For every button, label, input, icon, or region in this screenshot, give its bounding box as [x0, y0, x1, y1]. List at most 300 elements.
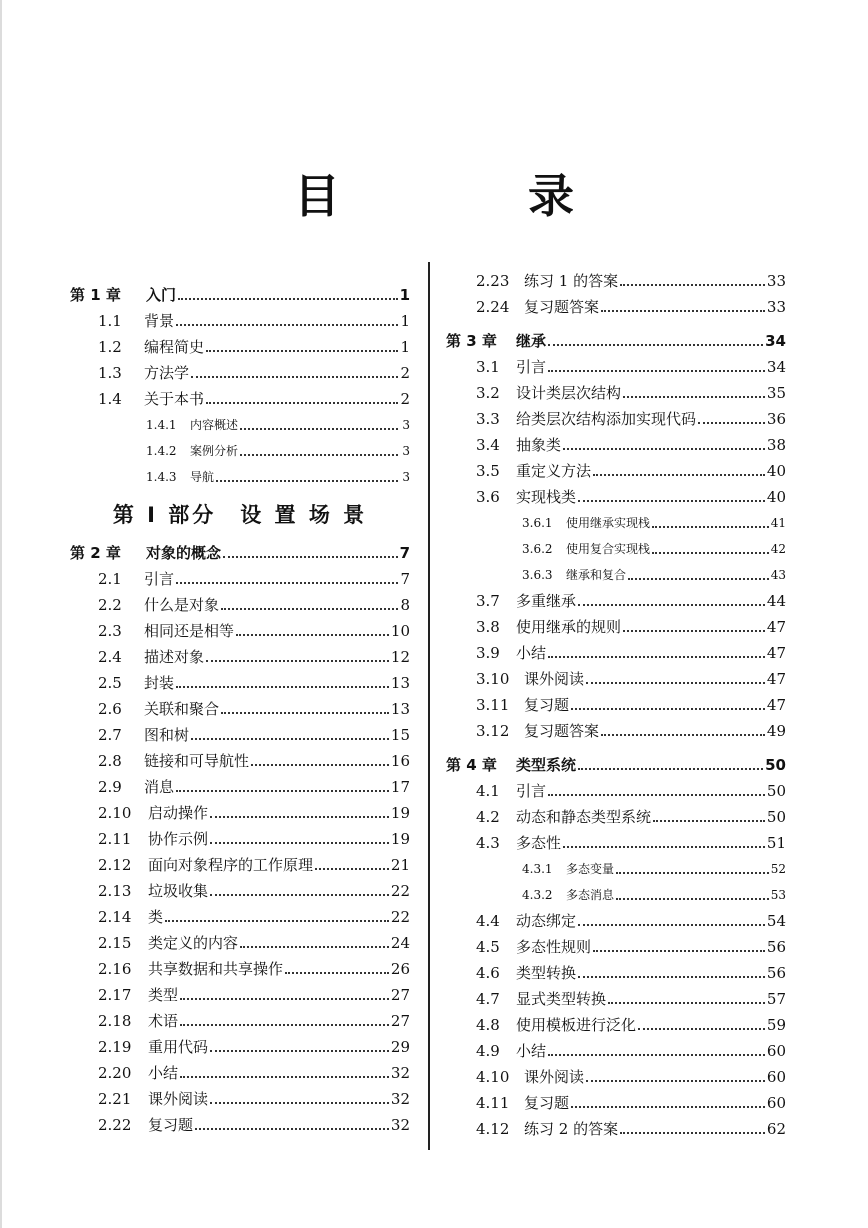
toc-entry-page: 62	[766, 1120, 786, 1138]
toc-entry-section[interactable]	[446, 354, 786, 380]
toc-entry-section[interactable]	[70, 826, 410, 852]
toc-entry-section[interactable]	[70, 852, 410, 878]
toc-entry-title: 消息	[144, 778, 175, 796]
toc-entry-title: 课外阅读	[524, 670, 585, 688]
dot-leader	[285, 972, 389, 974]
dot-leader	[176, 582, 398, 584]
toc-entry-page: 10	[390, 622, 410, 640]
spacer	[446, 320, 786, 328]
toc-entry-section[interactable]	[446, 640, 786, 666]
toc-entry-page: 56	[766, 964, 786, 982]
toc-entry-number: 3.10	[476, 670, 510, 688]
toc-entry-number: 2.5	[98, 674, 122, 692]
dot-leader	[623, 396, 765, 398]
toc-entry-number: 3.11	[476, 696, 510, 714]
toc-entry-subsection[interactable]	[446, 882, 786, 908]
toc-entry-section[interactable]	[446, 484, 786, 510]
toc-entry-section[interactable]	[446, 908, 786, 934]
toc-entry-page: 32	[390, 1090, 410, 1108]
toc-entry-title: 动态和静态类型系统	[516, 808, 652, 826]
toc-entry-section[interactable]	[446, 614, 786, 640]
toc-entry-section[interactable]	[446, 406, 786, 432]
dot-leader	[548, 656, 765, 658]
toc-entry-number: 3.2	[476, 384, 500, 402]
toc-entry-section[interactable]	[446, 1116, 786, 1142]
toc-entry-number: 3.4	[476, 436, 500, 454]
toc-entry-title: 小结	[516, 644, 547, 662]
toc-entry-title: 类型	[148, 986, 179, 1004]
dot-leader	[548, 794, 765, 796]
toc-entry-number: 1.2	[98, 338, 122, 356]
dot-leader	[548, 370, 765, 372]
toc-entry-number: 4.9	[476, 1042, 500, 1060]
toc-entry-section[interactable]	[446, 588, 786, 614]
dot-leader	[240, 454, 398, 456]
toc-entry-section[interactable]	[446, 458, 786, 484]
toc-entry-subsection[interactable]	[70, 412, 410, 438]
toc-entry-title: 重用代码	[148, 1038, 209, 1056]
toc-entry-section[interactable]	[70, 904, 410, 930]
toc-entry-number: 2.24	[476, 298, 510, 316]
toc-entry-section[interactable]	[446, 294, 786, 320]
toc-entry-page: 50	[766, 782, 786, 800]
toc-entry-number: 2.20	[98, 1064, 132, 1082]
toc-entry-page: 13	[390, 674, 410, 692]
column-divider	[428, 262, 430, 1150]
toc-entry-section[interactable]	[446, 830, 786, 856]
toc-entry-number: 2.22	[98, 1116, 132, 1134]
toc-entry-number: 2.3	[98, 622, 122, 640]
toc-entry-number: 3.6	[476, 488, 500, 506]
toc-entry-chapter[interactable]	[446, 752, 786, 778]
toc-entry-title: 继承	[516, 332, 547, 350]
toc-entry-subsection[interactable]	[70, 438, 410, 464]
toc-entry-section[interactable]	[446, 718, 786, 744]
toc-entry-title: 案例分析	[190, 444, 239, 458]
dot-leader	[578, 768, 763, 770]
toc-entry-title: 多态性规则	[516, 938, 592, 956]
toc-entry-section[interactable]	[70, 360, 410, 386]
dot-leader	[563, 448, 765, 450]
toc-entry-page: 21	[390, 856, 410, 874]
toc-entry-section[interactable]	[70, 618, 410, 644]
toc-entry-page: 60	[766, 1042, 786, 1060]
toc-entry-page: 52	[770, 862, 786, 876]
toc-entry-section[interactable]	[446, 692, 786, 718]
toc-entry-section[interactable]	[70, 748, 410, 774]
toc-entry-page: 49	[766, 722, 786, 740]
toc-entry-title: 背景	[144, 312, 175, 330]
toc-entry-page: 40	[766, 488, 786, 506]
toc-entry-page: 19	[390, 804, 410, 822]
toc-entry-number: 4.7	[476, 990, 500, 1008]
toc-entry-number: 2.15	[98, 934, 132, 952]
toc-entry-number: 4.10	[476, 1068, 510, 1086]
toc-entry-page: 47	[766, 696, 786, 714]
toc-entry-number: 2.16	[98, 960, 132, 978]
toc-entry-page: 60	[766, 1094, 786, 1112]
toc-entry-page: 3	[402, 444, 410, 458]
toc-entry-number: 2.18	[98, 1012, 132, 1030]
toc-entry-title: 图和树	[144, 726, 190, 744]
toc-entry-section[interactable]	[446, 934, 786, 960]
dot-leader	[586, 682, 765, 684]
toc-entry-title: 继承和复合	[566, 568, 627, 582]
toc-entry-section[interactable]	[70, 1112, 410, 1138]
toc-entry-title: 课外阅读	[524, 1068, 585, 1086]
dot-leader	[578, 604, 765, 606]
toc-entry-page: 1	[400, 312, 410, 330]
dot-leader	[638, 1028, 765, 1030]
toc-entry-page: 29	[390, 1038, 410, 1056]
toc-entry-section[interactable]	[70, 644, 410, 670]
dot-leader	[191, 738, 389, 740]
toc-entry-page: 2	[400, 364, 410, 382]
toc-entry-chapter[interactable]	[70, 540, 410, 566]
toc-entry-page: 44	[766, 592, 786, 610]
toc-entry-page: 53	[770, 888, 786, 902]
toc-entry-number: 3.5	[476, 462, 500, 480]
toc-entry-subsection[interactable]	[70, 464, 410, 490]
toc-entry-chapter[interactable]	[446, 328, 786, 354]
toc-entry-number: 4.1	[476, 782, 500, 800]
toc-entry-title: 引言	[516, 358, 547, 376]
dot-leader	[210, 1050, 389, 1052]
toc-entry-title: 关于本书	[144, 390, 205, 408]
toc-entry-title: 设计类层次结构	[516, 384, 622, 402]
toc-entry-number: 2.10	[98, 804, 132, 822]
dot-leader	[548, 1054, 765, 1056]
toc-entry-title: 什么是对象	[144, 596, 220, 614]
toc-entry-number: 第 3 章	[446, 332, 497, 350]
toc-entry-number: 2.13	[98, 882, 132, 900]
toc-entry-number: 3.12	[476, 722, 510, 740]
toc-entry-page: 47	[766, 670, 786, 688]
toc-entry-title: 相同还是相等	[144, 622, 235, 640]
toc-entry-page: 47	[766, 618, 786, 636]
dot-leader	[652, 552, 769, 554]
toc-entry-title: 多态性	[516, 834, 562, 852]
dot-leader	[195, 1128, 389, 1130]
toc-entry-number: 1.4.2	[146, 444, 177, 458]
toc-entry-title: 小结	[516, 1042, 547, 1060]
dot-leader	[180, 998, 389, 1000]
toc-entry-number: 第 2 章	[70, 544, 121, 562]
toc-entry-page: 60	[766, 1068, 786, 1086]
toc-entry-number: 4.2	[476, 808, 500, 826]
toc-entry-section[interactable]	[446, 804, 786, 830]
dot-leader	[251, 764, 389, 766]
toc-entry-page: 51	[766, 834, 786, 852]
toc-entry-number: 2.8	[98, 752, 122, 770]
part-heading: 第 I 部分 设 置 场 景	[112, 503, 368, 527]
toc-entry-subsection[interactable]	[446, 562, 786, 588]
toc-entry-page: 1	[399, 286, 410, 304]
toc-entry-page: 13	[390, 700, 410, 718]
toc-entry-page: 32	[390, 1064, 410, 1082]
toc-entry-title: 使用模板进行泛化	[516, 1016, 637, 1034]
toc-entry-page: 59	[766, 1016, 786, 1034]
spacer	[446, 744, 786, 752]
toc-entry-page: 36	[766, 410, 786, 428]
dot-leader	[240, 428, 398, 430]
dot-leader	[223, 556, 398, 558]
toc-entry-title: 链接和可导航性	[144, 752, 250, 770]
toc-entry-title: 课外阅读	[148, 1090, 209, 1108]
toc-entry-page: 27	[390, 1012, 410, 1030]
toc-entry-section[interactable]	[70, 956, 410, 982]
toc-entry-number: 4.3.2	[522, 888, 553, 902]
toc-entry-title: 使用继承的规则	[516, 618, 622, 636]
toc-entry-subsection[interactable]	[446, 856, 786, 882]
dot-leader	[206, 350, 398, 352]
dot-leader	[571, 1106, 765, 1108]
toc-entry-number: 2.7	[98, 726, 122, 744]
toc-entry-title: 显式类型转换	[516, 990, 607, 1008]
toc-entry-number: 4.5	[476, 938, 500, 956]
toc-entry-section[interactable]	[70, 878, 410, 904]
toc-entry-section[interactable]	[70, 592, 410, 618]
toc-entry-page: 27	[390, 986, 410, 1004]
toc-entry-number: 1.1	[98, 312, 122, 330]
toc-entry-page: 38	[766, 436, 786, 454]
toc-entry-title: 多态消息	[566, 888, 615, 902]
dot-leader	[240, 946, 389, 948]
toc-entry-page: 7	[399, 544, 410, 562]
toc-entry-page: 56	[766, 938, 786, 956]
dot-leader	[608, 1002, 765, 1004]
toc-entry-number: 3.6.2	[522, 542, 553, 556]
toc-entry-page: 7	[400, 570, 410, 588]
toc-entry-section[interactable]	[446, 986, 786, 1012]
toc-entry-number: 1.4.3	[146, 470, 177, 484]
toc-entry-page: 40	[766, 462, 786, 480]
toc-entry-page: 35	[766, 384, 786, 402]
toc-entry-title: 类型系统	[516, 756, 577, 774]
toc-entry-title: 复习题	[524, 1094, 570, 1112]
dot-leader	[593, 950, 765, 952]
dot-leader	[221, 712, 389, 714]
dot-leader	[206, 402, 398, 404]
toc-entry-title: 小结	[148, 1064, 179, 1082]
toc-entry-section[interactable]	[70, 1008, 410, 1034]
toc-entry-title: 复习题答案	[524, 722, 600, 740]
toc-entry-page: 33	[766, 298, 786, 316]
toc-entry-title: 编程简史	[144, 338, 205, 356]
toc-entry-title: 复习题	[524, 696, 570, 714]
toc-entry-number: 第 4 章	[446, 756, 497, 774]
toc-entry-number: 第 1 章	[70, 286, 121, 304]
toc-entry-page: 19	[390, 830, 410, 848]
dot-leader	[176, 686, 389, 688]
toc-entry-title: 对象的概念	[146, 544, 222, 562]
toc-entry-page: 17	[390, 778, 410, 796]
toc-entry-title: 内容概述	[190, 418, 239, 432]
toc-entry-number: 3.8	[476, 618, 500, 636]
toc-entry-page: 24	[390, 934, 410, 952]
toc-entry-number: 3.6.3	[522, 568, 553, 582]
toc-entry-title: 抽象类	[516, 436, 562, 454]
toc-entry-title: 使用复合实现栈	[566, 542, 651, 556]
toc-entry-section[interactable]	[70, 722, 410, 748]
dot-leader	[616, 872, 769, 874]
dot-leader	[652, 526, 769, 528]
toc-entry-page: 22	[390, 908, 410, 926]
toc-entry-section[interactable]	[70, 1034, 410, 1060]
toc-entry-number: 2.1	[98, 570, 122, 588]
toc-entry-title: 封装	[144, 674, 175, 692]
toc-entry-page: 16	[390, 752, 410, 770]
toc-entry-title: 面向对象程序的工作原理	[148, 856, 314, 874]
toc-entry-title: 类定义的内容	[148, 934, 239, 952]
toc-entry-section[interactable]	[446, 778, 786, 804]
toc-entry-title: 垃圾收集	[148, 882, 209, 900]
toc-entry-number: 1.4	[98, 390, 122, 408]
toc-entry-number: 3.7	[476, 592, 500, 610]
toc-entry-page: 43	[770, 568, 786, 582]
dot-leader	[206, 660, 389, 662]
toc-entry-title: 引言	[516, 782, 547, 800]
toc-entry-page: 3	[402, 470, 410, 484]
toc-entry-subsection[interactable]	[446, 536, 786, 562]
toc-entry-title: 使用继承实现栈	[566, 516, 651, 530]
dot-leader	[216, 480, 398, 482]
dot-leader	[548, 344, 763, 346]
dot-leader	[210, 894, 389, 896]
toc-entry-number: 2.9	[98, 778, 122, 796]
toc-entry-section[interactable]	[446, 1038, 786, 1064]
toc-entry-number: 4.11	[476, 1094, 510, 1112]
toc-right-column	[446, 268, 786, 1142]
toc-entry-number: 2.6	[98, 700, 122, 718]
toc-entry-section[interactable]	[70, 566, 410, 592]
dot-leader	[191, 376, 398, 378]
toc-entry-section[interactable]	[446, 1012, 786, 1038]
toc-entry-number: 4.8	[476, 1016, 500, 1034]
toc-entry-section[interactable]	[70, 800, 410, 826]
toc-entry-number: 2.17	[98, 986, 132, 1004]
toc-entry-section[interactable]	[70, 334, 410, 360]
toc-entry-page: 2	[400, 390, 410, 408]
dot-leader	[620, 1132, 765, 1134]
toc-entry-number: 4.6	[476, 964, 500, 982]
toc-entry-number: 2.23	[476, 272, 510, 290]
dot-leader	[563, 846, 765, 848]
toc-entry-number: 3.6.1	[522, 516, 553, 530]
toc-entry-page: 47	[766, 644, 786, 662]
toc-entry-title: 方法学	[144, 364, 190, 382]
toc-entry-page: 34	[765, 332, 786, 350]
dot-leader	[628, 578, 769, 580]
dot-leader	[578, 500, 765, 502]
dot-leader	[578, 976, 765, 978]
dot-leader	[578, 924, 765, 926]
toc-entry-number: 2.21	[98, 1090, 132, 1108]
toc-entry-title: 实现栈类	[516, 488, 577, 506]
toc-entry-section[interactable]	[70, 386, 410, 412]
toc-entry-section[interactable]	[70, 308, 410, 334]
toc-entry-chapter[interactable]	[70, 282, 410, 308]
toc-entry-section[interactable]	[70, 982, 410, 1008]
toc-entry-section[interactable]	[70, 1086, 410, 1112]
toc-entry-number: 2.14	[98, 908, 132, 926]
dot-leader	[653, 820, 765, 822]
dot-leader	[315, 868, 389, 870]
toc-entry-title: 类型转换	[516, 964, 577, 982]
toc-entry-number: 1.3	[98, 364, 122, 382]
toc-entry-section[interactable]	[446, 960, 786, 986]
toc-entry-title: 启动操作	[148, 804, 209, 822]
dot-leader	[178, 298, 398, 300]
toc-entry-number: 1.4.1	[146, 418, 177, 432]
dot-leader	[616, 898, 769, 900]
toc-entry-page: 8	[400, 596, 410, 614]
toc-entry-section[interactable]	[446, 380, 786, 406]
dot-leader	[698, 422, 765, 424]
toc-entry-title: 入门	[146, 286, 177, 304]
toc-entry-subsection[interactable]	[446, 510, 786, 536]
toc-entry-page: 33	[766, 272, 786, 290]
toc-entry-number: 4.12	[476, 1120, 510, 1138]
toc-entry-page: 12	[390, 648, 410, 666]
toc-entry-section[interactable]	[70, 930, 410, 956]
toc-entry-section[interactable]	[446, 432, 786, 458]
toc-entry-section[interactable]	[446, 1090, 786, 1116]
dot-leader	[620, 284, 765, 286]
toc-entry-page: 42	[770, 542, 786, 556]
toc-entry-title: 复习题	[148, 1116, 194, 1134]
dot-leader	[210, 842, 389, 844]
toc-entry-page: 26	[390, 960, 410, 978]
dot-leader	[210, 1102, 389, 1104]
toc-entry-number: 4.3	[476, 834, 500, 852]
toc-entry-number: 2.4	[98, 648, 122, 666]
toc-entry-number: 2.12	[98, 856, 132, 874]
toc-entry-page: 50	[765, 756, 786, 774]
dot-leader	[180, 1024, 389, 1026]
toc-entry-number: 2.2	[98, 596, 122, 614]
dot-leader	[601, 310, 765, 312]
dot-leader	[210, 816, 389, 818]
toc-entry-title: 复习题答案	[524, 298, 600, 316]
dot-leader	[571, 708, 765, 710]
toc-entry-title: 给类层次结构添加实现代码	[516, 410, 697, 428]
dot-leader	[180, 1076, 389, 1078]
toc-entry-section[interactable]	[70, 774, 410, 800]
toc-entry-title: 类	[148, 908, 164, 926]
toc-entry-section[interactable]	[70, 1060, 410, 1086]
dot-leader	[176, 324, 398, 326]
toc-entry-section[interactable]	[446, 1064, 786, 1090]
toc-entry-section[interactable]	[446, 666, 786, 692]
toc-entry-number: 2.11	[98, 830, 132, 848]
toc-entry-number: 3.1	[476, 358, 500, 376]
toc-entry-section[interactable]	[70, 670, 410, 696]
toc-entry-section[interactable]	[446, 268, 786, 294]
toc-entry-section[interactable]	[70, 696, 410, 722]
toc-entry-page: 1	[400, 338, 410, 356]
toc-entry-title: 动态绑定	[516, 912, 577, 930]
toc-entry-page: 32	[390, 1116, 410, 1134]
toc-entry-title: 引言	[144, 570, 175, 588]
toc-entry-page: 57	[766, 990, 786, 1008]
toc-entry-title: 导航	[190, 470, 215, 484]
toc-entry-page: 41	[770, 516, 786, 530]
dot-leader	[221, 608, 398, 610]
dot-leader	[593, 474, 765, 476]
toc-entry-title: 共享数据和共享操作	[148, 960, 284, 978]
toc-entry-title: 重定义方法	[516, 462, 592, 480]
